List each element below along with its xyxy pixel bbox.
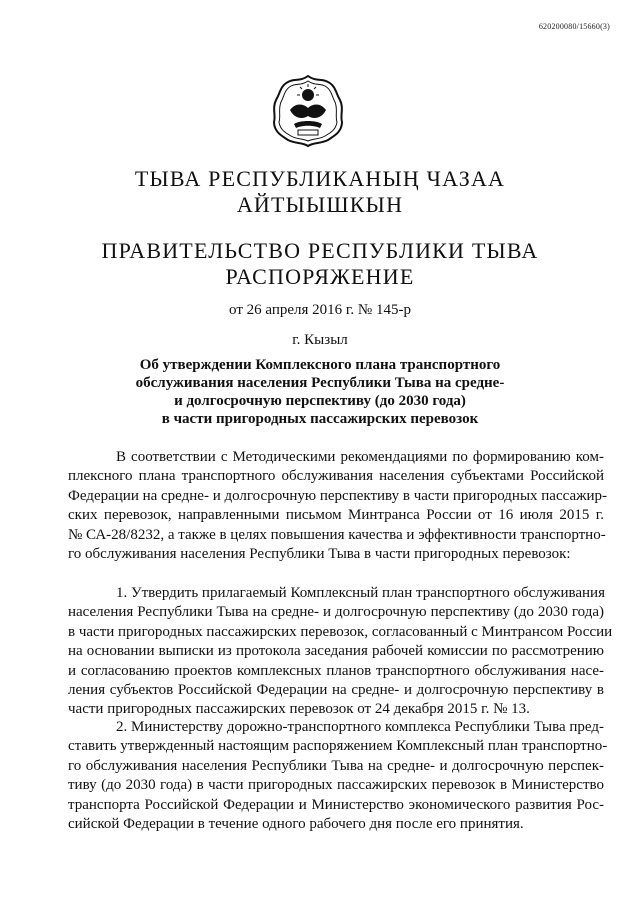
text-line: ских перевозок, направленными письмом Минтранса России от 16 июля 2015 г.	[68, 507, 604, 524]
title-line: Об утверждении Комплексного плана транспортного	[139, 357, 501, 373]
title-line: обслуживания населения Республики Тыва на средне-	[135, 375, 505, 391]
title-line: и долгосрочную перспективу (до 2030 года)	[174, 393, 466, 409]
tuvan-government-title: ТЫВА РЕСПУБЛИКАНЫҢ ЧАЗАА	[134, 166, 506, 191]
order-city: г. Кызыл	[292, 332, 348, 348]
text-line: населения Республики Тыва на средне- и долгосрочную перспективу (до 2030 года)	[68, 604, 604, 621]
tuvan-order-title: АЙТЫЫШКЫН	[236, 192, 404, 217]
text-line: ставить утвержденный настоящим распоряжением Комплексный план транспортно-	[68, 738, 608, 755]
text-line: 1. Утвердить прилагаемый Комплексный план транспортного обслуживания	[116, 585, 605, 601]
text-line: Федерации на средне- и долгосрочную перспективу в части пригородных пассажир-	[68, 487, 608, 504]
text-line: тиву (до 2030 года) в части пригородных пассажирских перевозок в Министерство	[68, 777, 604, 794]
preamble-paragraph	[68, 448, 608, 564]
text-line: го обслуживания населения Республики Тыва в части пригородных перевозок:	[68, 545, 571, 562]
text-line: 2. Министерству дорожно-транспортного комплекса Республики Тыва пред-	[116, 719, 604, 735]
item-1-paragraph	[68, 584, 613, 720]
order-subject-title	[100, 356, 540, 428]
text-line: сийской Федерации в течение одного рабочего дня после его принятия.	[68, 815, 524, 832]
text-line: ления субъектов Российской Федерации на средне- и долгосрочную перспективу в	[68, 681, 604, 698]
text-line: го обслуживания населения Республики Тыва на средне- и долгосрочную перспек-	[68, 757, 604, 774]
russian-government-title: ПРАВИТЕЛЬСТВО РЕСПУБЛИКИ ТЫВА	[101, 238, 539, 263]
text-line: части пригородных пассажирских перевозок от 24 декабря 2015 г. № 13.	[68, 701, 530, 718]
item-2-paragraph	[68, 718, 608, 834]
order-date-number: от 26 апреля 2016 г. № 145-р	[229, 302, 411, 318]
title-line: в части пригородных пассажирских перевозок	[161, 411, 479, 427]
text-line: на основании выписки из протокола заседания рабочей комиссии по рассмотрению	[68, 643, 604, 660]
document-number: 620200080/15660(3)	[538, 22, 610, 31]
text-line: плексного плана транспортного обслуживания населения субъектами Российской	[68, 468, 604, 485]
text-line: В соответствии с Методическими рекомендациями по формированию ком-	[116, 449, 604, 465]
text-line: транспорта Российской Федерации и Министерство экономического развития Рос-	[68, 796, 604, 813]
text-line: в части пригородных пассажирских перевозок, согласованный с Минтрансом России	[68, 623, 613, 640]
coat-of-arms-icon	[270, 72, 346, 148]
text-line: № СА-28/8232, а также в целях повышения качества и эффективности транспортно-	[68, 526, 606, 543]
text-line: и согласованию проектов комплексных планов транспортного обслуживания насе-	[68, 662, 604, 679]
russian-order-title: РАСПОРЯЖЕНИЕ	[225, 264, 415, 289]
